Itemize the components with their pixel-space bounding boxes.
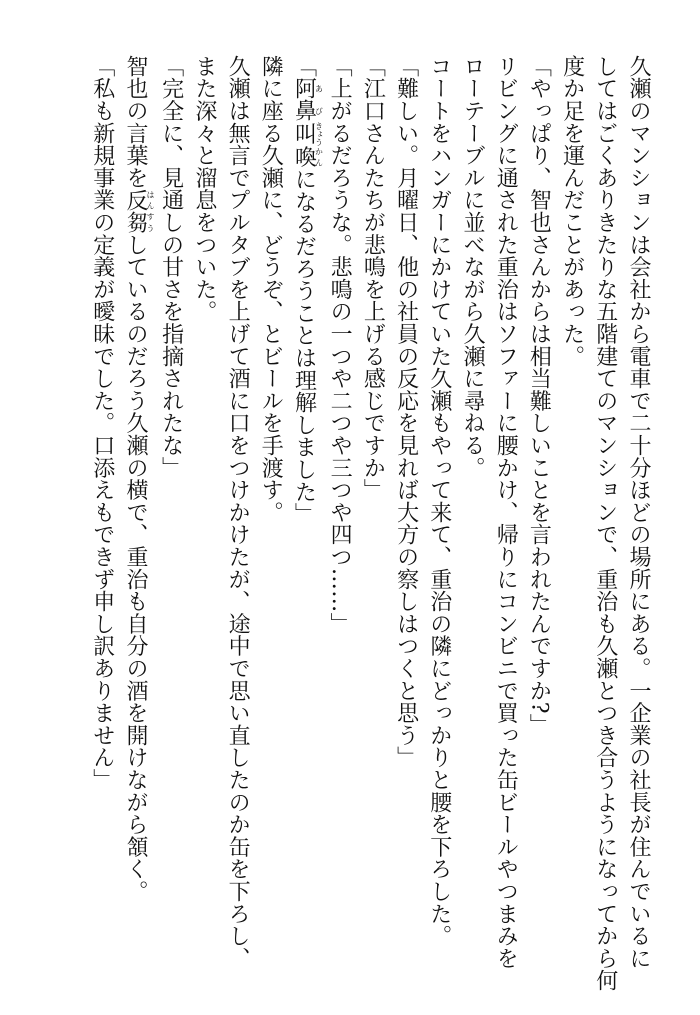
text-line: また深々と溜息をついた。 xyxy=(191,55,217,323)
text-line: 隣に座る久瀬に、どうぞ、とビールを手渡す。 xyxy=(258,55,284,524)
dialogue-line: 「江口さんたちが悲鳴を上げる感じですか」 xyxy=(360,55,386,501)
dialogue-line: 「難しい。月曜日、他の社員の反応を見れば大方の察しはつくと思う」 xyxy=(393,55,419,769)
line-suffix: になるだろうことは理解しました」 xyxy=(291,168,317,526)
dialogue-line: 「上がるだろうな。悲鳴の一つや二つや三つや四つ……」 xyxy=(327,55,353,635)
ruby-word: 反はん芻すう xyxy=(122,188,155,234)
dialogue-line: 「やっぱり、智也さんからは相当難しいことを言われたんですか?」 xyxy=(526,55,552,737)
text-line-ruby xyxy=(119,55,155,985)
text-line: 久瀬は無言でプルタブを上げて酒に口をつけかけたが、途中で思い直したのか缶を下ろし、 xyxy=(225,55,251,970)
text-line: してはごくありきたりな五階建てのマンションで、重治も久瀬とつき合うようになってから何 xyxy=(592,55,618,992)
line-prefix: 智也の言葉を xyxy=(122,55,148,189)
text-line: リビングに通された重治はソファーに腰かけ、帰りにコンビニで買った缶ビールやつまみを xyxy=(493,55,519,970)
dialogue-line-ruby xyxy=(287,55,323,985)
text-line: 久瀬のマンションは会社から電車で二十分ほどの場所にある。一企業の社長が住んでいるに xyxy=(626,55,651,970)
vertical-text-body xyxy=(86,55,655,992)
text-line: コートをハンガーにかけていた久瀬もやって来て、重治の隣にどっかりと腰を下ろした。 xyxy=(426,55,452,947)
text-line: 度か足を運んだことがあった。 xyxy=(559,55,585,368)
line-prefix: 「 xyxy=(291,55,317,78)
dialogue-line: 「私も新規事業の定義が曖昧でした。口添えもできず申し訳ありません」 xyxy=(89,55,115,791)
text-line: ローテーブルに並べながら久瀬に尋ねる。 xyxy=(459,55,485,479)
dialogue-line: 「完全に、見通しの甘さを指摘されたな」 xyxy=(158,55,184,479)
line-suffix: しているのだろう久瀬の横で、重治も自分の酒を開けながら頷く。 xyxy=(122,233,148,903)
ruby-word: 阿あ鼻び叫きょう喚かん xyxy=(291,77,324,169)
